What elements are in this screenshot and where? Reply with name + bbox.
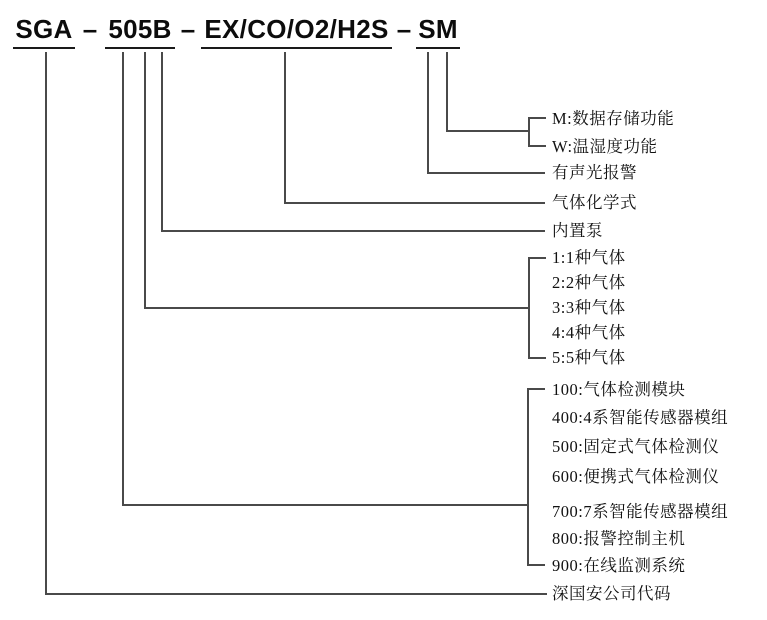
model-segment-series: 505B [105,14,175,49]
connector-horizontal-pump [161,230,545,232]
connector-vertical-brand [45,52,47,595]
label-series-400: 400:4系智能传感器模组 [552,408,729,427]
label-data-storage: M:数据存储功能 [552,109,675,128]
bracket-series-bottom-stub [527,564,545,566]
connector-vertical-gas-count [144,52,146,309]
label-gas-count-3: 3:3种气体 [552,298,626,317]
bracket-mw-vertical [528,117,530,147]
connector-vertical-storage [446,52,448,132]
label-series-700: 700:7系智能传感器模组 [552,502,729,521]
segment-separator: – [180,14,196,44]
label-series-800: 800:报警控制主机 [552,529,686,548]
label-series-900: 900:在线监测系统 [552,556,686,575]
bracket-gas-count-top-stub [528,257,546,259]
connector-vertical-series [122,52,124,506]
connector-horizontal-storage [446,130,530,132]
bracket-mw-top-stub [528,117,546,119]
connector-vertical-pump [161,52,163,232]
model-segment-brand: SGA [13,14,75,49]
bracket-series-top-stub [527,388,545,390]
connector-horizontal-brand [45,593,547,595]
model-segment-gases: EX/CO/O2/H2S [201,14,392,49]
label-gas-count-2: 2:2种气体 [552,273,626,292]
label-company-code: 深国安公司代码 [552,584,671,603]
bracket-gas-count-bottom-stub [528,357,546,359]
label-series-100: 100:气体检测模块 [552,380,686,399]
label-series-500: 500:固定式气体检测仪 [552,437,720,456]
connector-horizontal-series [122,504,529,506]
connector-horizontal-alarm [427,172,545,174]
connector-vertical-alarm [427,52,429,174]
label-gas-count-4: 4:4种气体 [552,323,626,342]
label-gas-formula: 气体化学式 [552,193,637,212]
bracket-series-vertical [527,388,529,566]
segment-separator: – [396,14,412,44]
model-segment-options: SM [416,14,460,49]
label-gas-count-1: 1:1种气体 [552,248,626,267]
bracket-mw-bottom-stub [528,145,546,147]
label-series-600: 600:便携式气体检测仪 [552,467,720,486]
connector-horizontal-formula [284,202,545,204]
label-gas-count-5: 5:5种气体 [552,348,626,367]
segment-separator: – [82,14,98,44]
connector-horizontal-gas-count [144,307,530,309]
bracket-gas-count-vertical [528,257,530,359]
label-temp-humidity: W:温湿度功能 [552,137,658,156]
label-built-in-pump: 内置泵 [552,221,603,240]
label-sound-light-alarm: 有声光报警 [552,163,637,182]
connector-vertical-formula [284,52,286,204]
